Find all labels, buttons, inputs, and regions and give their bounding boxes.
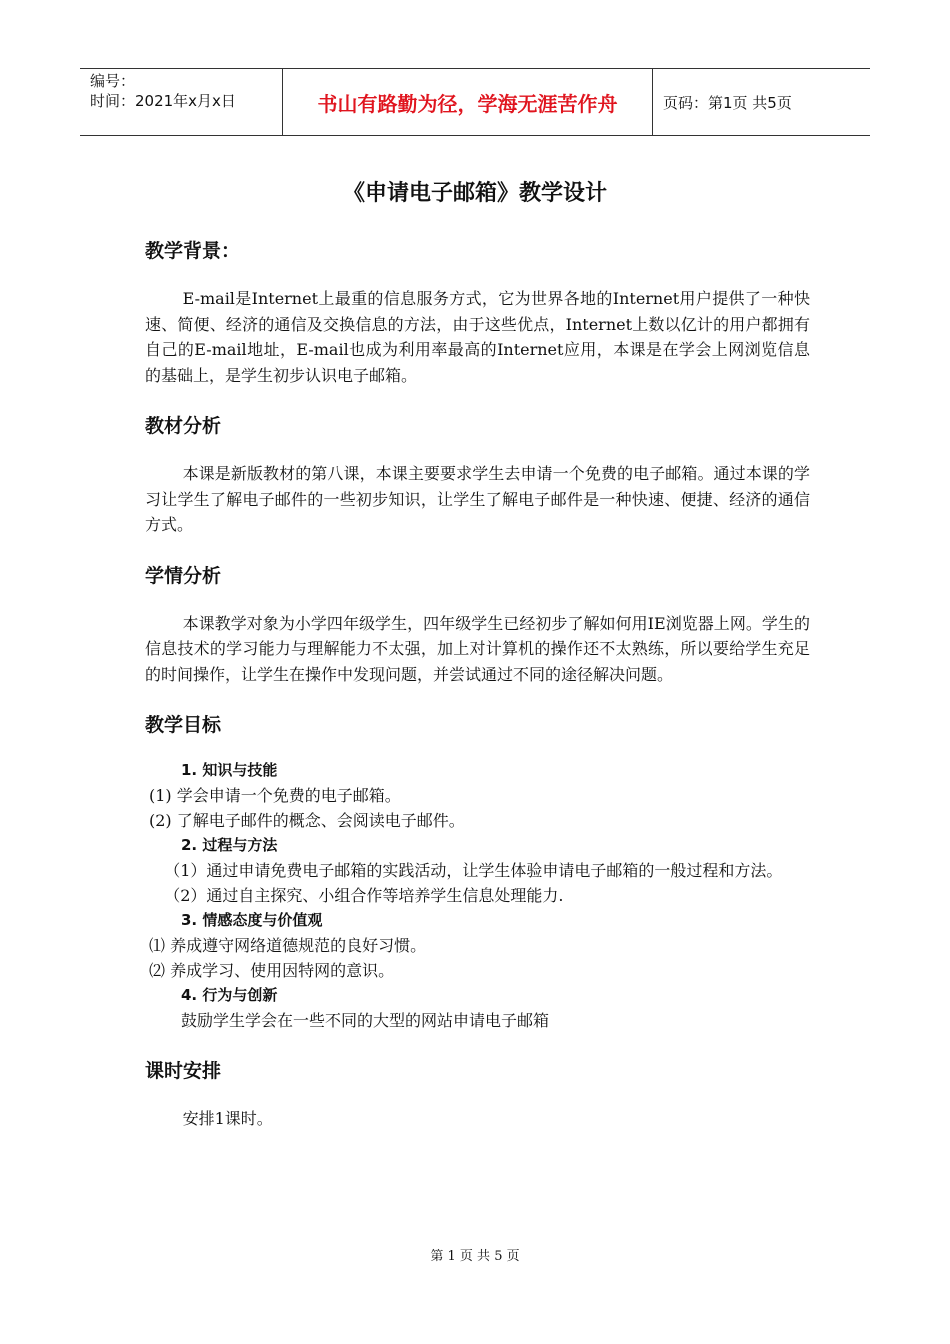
- section-heading-material: 教材分析: [145, 415, 222, 437]
- section-heading-schedule: 课时安排: [145, 1060, 222, 1082]
- section-text-background: E-mail是Internet上最重的信息服务方式，它为世界各地的Internet用户提供了一种快速、简便、经济的通信及交换信息的方法，由于这些优点，Internet上数以亿计的用户都拥有自己的E-mail地址，E-mail也成为利用率最高的Internet应用，本课是在学会上网浏览信息的基础上，是学生初步认识电子邮箱。: [145, 289, 810, 385]
- section-heading-students: 学情分析: [145, 564, 222, 587]
- goal-item: 鼓励学生学会在一些不同的大型的网站申请电子邮箱: [181, 1011, 550, 1030]
- goal-item: (1) 学会申请一个免费的电子邮箱。: [149, 786, 401, 805]
- goal-title-knowledge: 1. 知识与技能: [181, 761, 278, 779]
- header-meta: [80, 69, 282, 135]
- goal-title-attitude: 3. 情感态度与价值观: [181, 911, 323, 929]
- doc-time-label: 时间：2021年x月x日: [90, 92, 236, 110]
- document-body: [145, 236, 810, 1132]
- goals-list: [145, 758, 810, 1033]
- goal-item: (2) 了解电子邮件的概念、会阅读电子邮件。: [149, 811, 465, 830]
- header-motto: 书山有路勤为径，学海无涯苦作舟: [282, 69, 653, 135]
- goal-item: （1）通过申请免费电子邮箱的实践活动，让学生体验申请电子邮箱的一般过程和方法。: [164, 861, 783, 880]
- section-text-material: 本课是新版教材的第八课，本课主要要求学生去申请一个免费的电子邮箱。通过本课的学习让学生了解电子邮件的一些初步知识，让学生了解电子邮件是一种快速、便捷、经济的通信方式。: [145, 464, 810, 534]
- section-heading-background: 教学背景：: [145, 240, 241, 262]
- goal-item: （2）通过自主探究、小组合作等培养学生信息处理能力.: [164, 886, 564, 905]
- goal-item: ⑴ 养成遵守网络道德规范的良好习惯。: [149, 936, 427, 955]
- doc-number-label: 编号：: [90, 72, 136, 90]
- header-page-info: 页码：第1页 共5页: [663, 93, 792, 112]
- section-heading-goals: 教学目标: [145, 714, 222, 736]
- section-text-schedule: 安排1课时。: [182, 1109, 273, 1128]
- section-text-students: 本课教学对象为小学四年级学生，四年级学生已经初步了解如何用IE浏览器上网。学生的信息技术的学习能力与理解能力不太强，加上对计算机的操作还不太熟练，所以要给学生充足的时间操作，让学生在操作中发现问题，并尝试通过不同的途径解决问题。: [145, 613, 810, 684]
- goal-title-process: 2. 过程与方法: [181, 836, 278, 854]
- goal-item: ⑵ 养成学习、使用因特网的意识。: [149, 961, 395, 980]
- page-header: [80, 68, 870, 136]
- goal-title-innovation: 4. 行为与创新: [181, 986, 278, 1004]
- document-title: 《申请电子邮箱》教学设计: [342, 181, 607, 206]
- page-footer: 第 1 页 共 5 页: [430, 1249, 520, 1264]
